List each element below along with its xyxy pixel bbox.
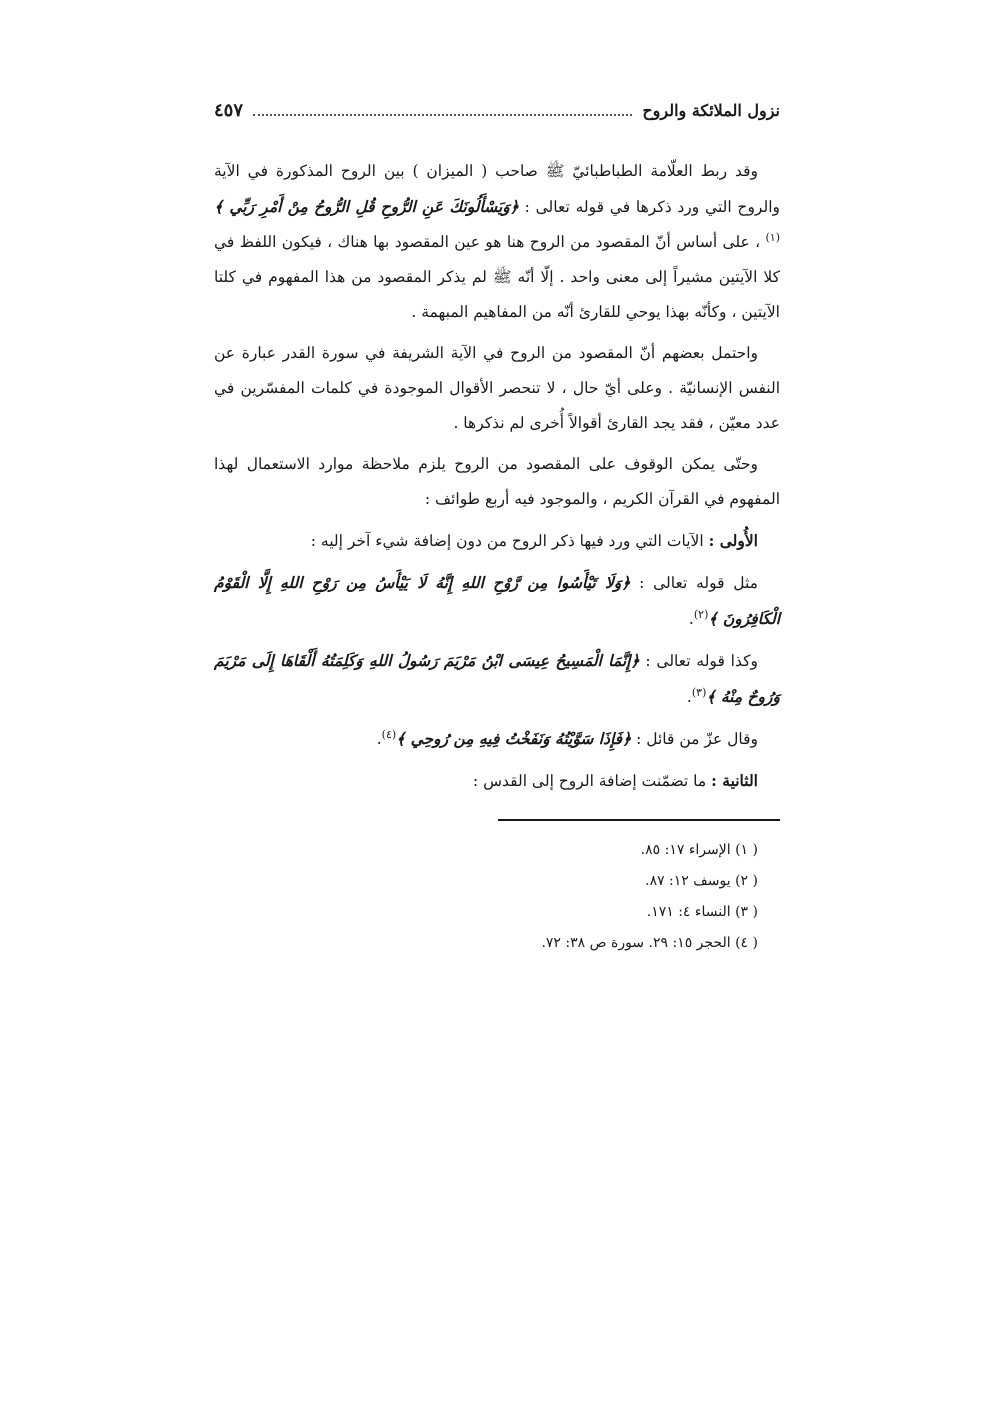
quran-verse-2: ﴿وَلَا تَيْأَسُوا مِن رَّوْحِ اللهِ إِنَّهُ لَا يَيْأَسُ مِن رَوْحِ اللهِ إِلَّا الْقَوْمُ الْكَافِرُونَ ﴾ [214,573,780,628]
footnote-separator [498,819,780,821]
paragraph-1-body: ، على أساس أنّ المقصود من الروح هنا هو عين المقصود بها هناك ، فيكون اللفظ في كلا الآيتين مشيراً إلى معنى واحد . إلّا أنّه ﷺ لم يذكر المقصود من هذا المفهوم في كلتا الآيتين ، وكأنّه بهذا يوحي للقارئ أنّه من المفاهيم المبهمة . [214,233,780,321]
paragraph-7 [214,721,780,757]
footnote-1: ( ١) الإسراء ١٧: ٨٥. [640,842,758,858]
paragraph-1 [214,154,780,330]
quran-verse-3: ﴿إِنَّمَا الْمَسِيحُ عِيسَى ابْنُ مَرْيَمَ رَسُولُ اللهِ وَكَلِمَتُهُ أَلْقَاهَا إِلَى مَرْيَمَ وَرُوحٌ مِنْهُ ﴾ [214,651,780,706]
header-leader-dots [253,114,632,116]
paragraph-2: واحتمل بعضهم أنّ المقصود من الروح في الآية الشريفة في سورة القدر عبارة عن النفس الإنسانيّة . وعلى أيّ حال ، لا تنحصر الأقوال الموجودة في كلمات المفسّرين في عدد معيّن ، فقد يجد القارئ أقوالاً أُخرى لم نذكرها . [214,344,780,432]
category-heading-first: الأُولى : [708,531,758,550]
category-first-text: الآيات التي ورد فيها ذكر الروح من دون إضافة شيء آخر إليه : [310,532,709,550]
paragraph-6-intro: وكذا قوله تعالى : [639,652,758,670]
paragraph-8 [214,763,780,799]
paragraph-3: وحتّى يمكن الوقوف على المقصود من الروح يلزم ملاحظة موارد الاستعمال لهذا المفهوم في القرآن الكريم ، والموجود فيه أربع طوائف : [214,455,780,508]
paragraph-5 [214,565,780,637]
body-text [214,154,780,799]
paragraph-5-intro: مثل قوله تعالى : [630,574,758,592]
paragraph-6 [214,643,780,715]
footnote-ref-4: (٤) [381,727,397,741]
paragraph-7-end: . [376,730,382,748]
footnotes [214,835,780,959]
paragraph-5-end: . [688,610,694,628]
paragraph-1-intro: وقد ربط العلّامة الطباطبائيّ ﷺ صاحب ( الميزان ) بين الروح المذكورة في الآية والروح التي ورد ذكرها في قوله تعالى : [214,162,780,216]
category-second-text: ما تضمّنت إضافة الروح إلى القدس : [472,772,712,790]
paragraph-7-intro: وقال عزّ من قائل : [631,730,758,748]
footnote-3: ( ٣) النساء ٤: ١٧١. [646,904,758,920]
paragraph-6-end: . [686,688,692,706]
footnote-4: ( ٤) الحجر ١٥: ٢٩. سورة ص ٣٨: ٧٢. [541,935,758,951]
footnote-2: ( ٢) يوسف ١٢: ٨٧. [645,873,758,889]
running-header [214,100,780,130]
footnote-ref-1: (١) [765,230,780,244]
book-page [214,100,780,959]
category-heading-second: الثانية : [711,771,758,790]
quran-verse-4: ﴿فَإِذَا سَوَّيْتُهُ وَنَفَخْتُ فِيهِ مِن رُوحِي ﴾ [396,729,632,748]
page-number: ٤٥٧ [214,100,244,121]
paragraph-4 [214,523,780,559]
footnote-ref-3: (٣) [691,685,707,699]
chapter-title: نزول الملائكة والروح [642,101,780,120]
footnote-ref-2: (٢) [693,607,709,621]
quran-verse-1: ﴿وَيَسْأَلُونَكَ عَنِ الرُّوحِ قُلِ الرُّوحُ مِنْ أَمْرِ رَبِّي ﴾ [214,197,519,216]
